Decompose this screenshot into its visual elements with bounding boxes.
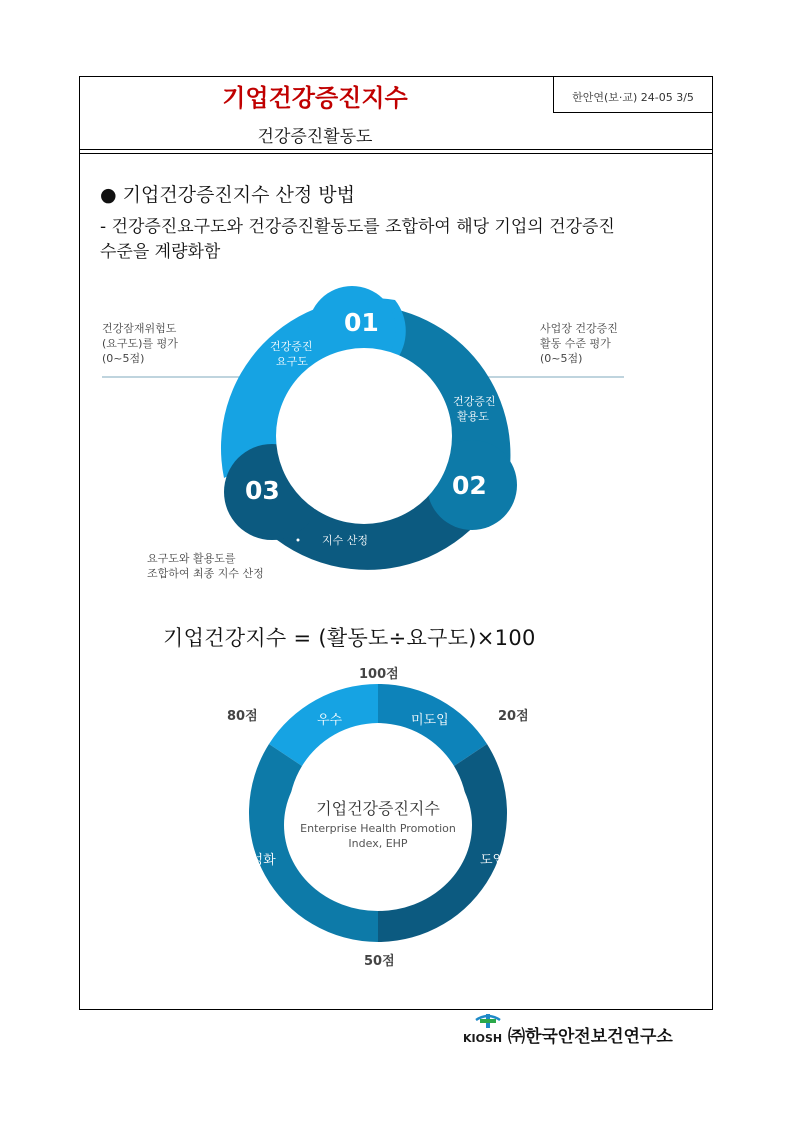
cycle-step2-label-a: 건강증진 bbox=[453, 395, 496, 408]
index-formula: 기업건강지수 = (활동도÷요구도)×100 bbox=[163, 626, 536, 650]
kiosh-logo-text: KIOSH bbox=[463, 1032, 503, 1045]
note-right-line1: 사업장 건강증진 bbox=[540, 322, 618, 335]
cycle-step2-label-b: 활용도 bbox=[457, 410, 489, 423]
note-left-line2: (요구도)를 평가 bbox=[102, 337, 178, 350]
section-title: ● 기업건강증진지수 산정 방법 bbox=[100, 184, 355, 206]
note-left-line1: 건강잠재위험도 bbox=[102, 322, 177, 335]
cycle-step2-number: 02 bbox=[452, 471, 487, 500]
ring-label-20: 20점 bbox=[498, 709, 529, 724]
note-right-line3: (0~5점) bbox=[540, 352, 583, 365]
footer-organization: ㈜한국안전보건연구소 bbox=[508, 1027, 673, 1047]
document-code: 한안연(보·교) 24-05 3/5 bbox=[572, 91, 694, 104]
ring-center-title: 기업건강증진지수 bbox=[316, 799, 440, 818]
cycle-step3-label: 지수 산정 bbox=[322, 534, 369, 547]
ring-label-80: 80점 bbox=[227, 709, 258, 724]
cycle-step1-number: 01 bbox=[344, 308, 379, 337]
note-right-line2: 활동 수준 평가 bbox=[540, 337, 611, 350]
ring-center-english-1: Enterprise Health Promotion bbox=[300, 822, 456, 835]
ring-seg-label-excellent: 우수 bbox=[317, 713, 343, 728]
cycle-step3-number: 03 bbox=[245, 476, 280, 505]
ring-center-english-2: Index, EHP bbox=[348, 837, 408, 850]
section-desc-line2: 수준을 계량화함 bbox=[100, 242, 221, 262]
section-desc-line1: - 건강증진요구도와 건강증진활동도를 조합하여 해당 기업의 건강증진 bbox=[100, 217, 615, 237]
document-title: 기업건강증진지수 bbox=[222, 84, 408, 112]
ring-seg-label-introduction: 도입 bbox=[480, 853, 506, 868]
note-bottom-line1: 요구도와 활용도를 bbox=[147, 552, 236, 565]
cycle-step1-label-a: 건강증진 bbox=[270, 340, 313, 353]
ring-label-100: 100점 bbox=[359, 667, 399, 682]
ring-seg-label-not-introduced: 미도입 bbox=[411, 713, 449, 728]
note-left-line3: (0~5점) bbox=[102, 352, 145, 365]
ring-seg-label-activation: 활성화 bbox=[238, 853, 276, 868]
note-bottom-line2: 조합하여 최종 지수 산정 bbox=[147, 567, 264, 580]
cycle-step1-label-b: 요구도 bbox=[276, 355, 308, 368]
document-subtitle: 건강증진활동도 bbox=[257, 127, 373, 147]
ring-label-50: 50점 bbox=[364, 954, 395, 969]
